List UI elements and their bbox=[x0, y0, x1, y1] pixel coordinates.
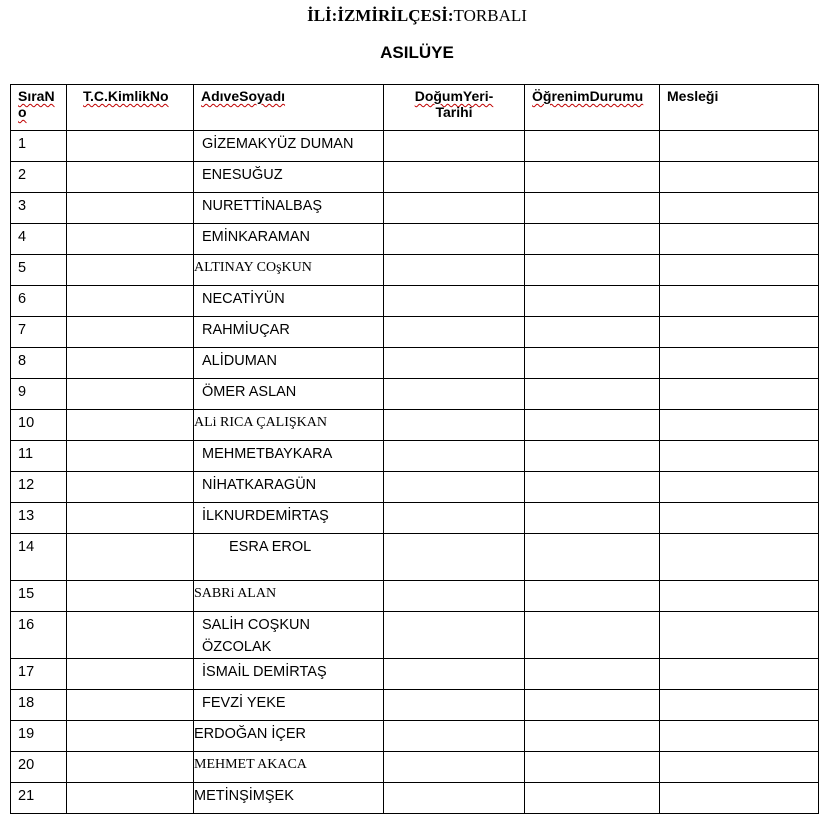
table-row bbox=[11, 193, 819, 224]
cell-sira-no: 15 bbox=[11, 581, 67, 612]
table-row bbox=[11, 441, 819, 472]
cell-dogum-yeri-tarihi bbox=[384, 379, 525, 410]
cell-ogrenim-durumu bbox=[525, 659, 660, 690]
cell-sira-no: 11 bbox=[11, 441, 67, 472]
cell-adi-soyadi: MEHMETBAYKARA bbox=[194, 441, 384, 472]
cell-adi-soyadi: SALİH COŞKUN ÖZCOLAK bbox=[194, 612, 384, 659]
cell-tc-kimlik-no bbox=[67, 472, 194, 503]
cell-tc-kimlik-no bbox=[67, 783, 194, 814]
cell-dogum-yeri-tarihi bbox=[384, 612, 525, 659]
cell-adi-soyadi: ERDOĞAN İÇER bbox=[194, 721, 384, 752]
cell-dogum-yeri-tarihi bbox=[384, 441, 525, 472]
cell-ogrenim-durumu bbox=[525, 131, 660, 162]
cell-adi-soyadi: ENESUĞUZ bbox=[194, 162, 384, 193]
cell-adi-soyadi: NİHATKARAGÜN bbox=[194, 472, 384, 503]
table-row bbox=[11, 783, 819, 814]
cell-tc-kimlik-no bbox=[67, 162, 194, 193]
cell-tc-kimlik-no bbox=[67, 721, 194, 752]
cell-sira-no: 3 bbox=[11, 193, 67, 224]
cell-tc-kimlik-no bbox=[67, 441, 194, 472]
table-row bbox=[11, 255, 819, 286]
cell-sira-no: 13 bbox=[11, 503, 67, 534]
cell-adi-soyadi: FEVZİ YEKE bbox=[194, 690, 384, 721]
cell-adi-soyadi: GİZEMAKYÜZ DUMAN bbox=[194, 131, 384, 162]
cell-meslegi bbox=[660, 379, 819, 410]
table-body bbox=[11, 131, 819, 814]
cell-meslegi bbox=[660, 752, 819, 783]
cell-sira-no: 1 bbox=[11, 131, 67, 162]
cell-sira-no: 8 bbox=[11, 348, 67, 379]
cell-ogrenim-durumu bbox=[525, 193, 660, 224]
cell-meslegi bbox=[660, 472, 819, 503]
cell-tc-kimlik-no bbox=[67, 690, 194, 721]
cell-tc-kimlik-no bbox=[67, 348, 194, 379]
cell-meslegi bbox=[660, 286, 819, 317]
cell-ogrenim-durumu bbox=[525, 612, 660, 659]
cell-ogrenim-durumu bbox=[525, 690, 660, 721]
cell-sira-no: 10 bbox=[11, 410, 67, 441]
cell-meslegi bbox=[660, 255, 819, 286]
cell-adi-soyadi: RAHMİUÇAR bbox=[194, 317, 384, 348]
col-header-meslegi: Mesleği bbox=[660, 85, 819, 131]
cell-ogrenim-durumu bbox=[525, 286, 660, 317]
cell-meslegi bbox=[660, 612, 819, 659]
cell-dogum-yeri-tarihi bbox=[384, 534, 525, 581]
cell-dogum-yeri-tarihi bbox=[384, 224, 525, 255]
table-row bbox=[11, 224, 819, 255]
cell-ogrenim-durumu bbox=[525, 721, 660, 752]
cell-meslegi bbox=[660, 441, 819, 472]
cell-sira-no: 9 bbox=[11, 379, 67, 410]
table-row bbox=[11, 690, 819, 721]
cell-dogum-yeri-tarihi bbox=[384, 472, 525, 503]
cell-ogrenim-durumu bbox=[525, 534, 660, 581]
cell-dogum-yeri-tarihi bbox=[384, 348, 525, 379]
cell-dogum-yeri-tarihi bbox=[384, 193, 525, 224]
cell-dogum-yeri-tarihi bbox=[384, 286, 525, 317]
cell-sira-no: 12 bbox=[11, 472, 67, 503]
cell-dogum-yeri-tarihi bbox=[384, 721, 525, 752]
cell-dogum-yeri-tarihi bbox=[384, 503, 525, 534]
cell-ogrenim-durumu bbox=[525, 379, 660, 410]
cell-dogum-yeri-tarihi bbox=[384, 752, 525, 783]
ilce-value: TORBALI bbox=[453, 6, 527, 25]
cell-meslegi bbox=[660, 317, 819, 348]
cell-sira-no: 16 bbox=[11, 612, 67, 659]
cell-adi-soyadi: ALTINAY COşKUN bbox=[194, 255, 384, 286]
cell-tc-kimlik-no bbox=[67, 659, 194, 690]
cell-tc-kimlik-no bbox=[67, 581, 194, 612]
table-header-row bbox=[11, 85, 819, 131]
table-row bbox=[11, 348, 819, 379]
cell-meslegi bbox=[660, 534, 819, 581]
cell-ogrenim-durumu bbox=[525, 783, 660, 814]
cell-adi-soyadi: ALi RICA ÇALIŞKAN bbox=[194, 410, 384, 441]
cell-ogrenim-durumu bbox=[525, 441, 660, 472]
cell-tc-kimlik-no bbox=[67, 255, 194, 286]
cell-tc-kimlik-no bbox=[67, 379, 194, 410]
cell-sira-no: 6 bbox=[11, 286, 67, 317]
cell-dogum-yeri-tarihi bbox=[384, 581, 525, 612]
cell-meslegi bbox=[660, 783, 819, 814]
cell-dogum-yeri-tarihi bbox=[384, 317, 525, 348]
ilce-label: İLÇESİ: bbox=[390, 6, 454, 25]
table-row bbox=[11, 410, 819, 441]
cell-sira-no: 2 bbox=[11, 162, 67, 193]
col-header-adi-soyadi: AdıveSoyadı bbox=[194, 85, 384, 131]
col-header-tc-kimlik-no: T.C.KimlikNo bbox=[67, 85, 194, 131]
cell-tc-kimlik-no bbox=[67, 410, 194, 441]
cell-meslegi bbox=[660, 503, 819, 534]
cell-adi-soyadi: İLKNURDEMİRTAŞ bbox=[194, 503, 384, 534]
cell-adi-soyadi: ESRA EROL bbox=[194, 534, 384, 581]
cell-meslegi bbox=[660, 721, 819, 752]
table-row bbox=[11, 721, 819, 752]
cell-meslegi bbox=[660, 193, 819, 224]
cell-ogrenim-durumu bbox=[525, 317, 660, 348]
cell-ogrenim-durumu bbox=[525, 581, 660, 612]
cell-sira-no: 18 bbox=[11, 690, 67, 721]
cell-tc-kimlik-no bbox=[67, 224, 194, 255]
cell-adi-soyadi: NECATİYÜN bbox=[194, 286, 384, 317]
cell-tc-kimlik-no bbox=[67, 131, 194, 162]
cell-adi-soyadi: NURETTİNALBAŞ bbox=[194, 193, 384, 224]
cell-adi-soyadi: MEHMET AKACA bbox=[194, 752, 384, 783]
cell-meslegi bbox=[660, 224, 819, 255]
cell-tc-kimlik-no bbox=[67, 193, 194, 224]
table-row bbox=[11, 286, 819, 317]
table-row bbox=[11, 612, 819, 659]
cell-tc-kimlik-no bbox=[67, 286, 194, 317]
cell-adi-soyadi: ÖMER ASLAN bbox=[194, 379, 384, 410]
cell-adi-soyadi: METİNŞİMŞEK bbox=[194, 783, 384, 814]
cell-tc-kimlik-no bbox=[67, 752, 194, 783]
cell-dogum-yeri-tarihi bbox=[384, 131, 525, 162]
col-header-sira-no: SıraN o bbox=[11, 85, 67, 131]
table-row bbox=[11, 162, 819, 193]
table-row bbox=[11, 379, 819, 410]
col-header-dogum-yeri-tarihi: DoğumYeri- Tarihi bbox=[384, 85, 525, 131]
cell-meslegi bbox=[660, 410, 819, 441]
table-row bbox=[11, 503, 819, 534]
cell-sira-no: 4 bbox=[11, 224, 67, 255]
cell-meslegi bbox=[660, 659, 819, 690]
member-table bbox=[10, 84, 819, 814]
cell-dogum-yeri-tarihi bbox=[384, 659, 525, 690]
col-header-ogrenim-durumu: ÖğrenimDurumu bbox=[525, 85, 660, 131]
cell-ogrenim-durumu bbox=[525, 162, 660, 193]
document-title: ASILÜYE bbox=[380, 43, 454, 62]
cell-meslegi bbox=[660, 348, 819, 379]
cell-dogum-yeri-tarihi bbox=[384, 255, 525, 286]
table-row bbox=[11, 534, 819, 581]
location-line bbox=[0, 6, 834, 26]
cell-ogrenim-durumu bbox=[525, 752, 660, 783]
cell-meslegi bbox=[660, 131, 819, 162]
cell-adi-soyadi: EMİNKARAMAN bbox=[194, 224, 384, 255]
cell-ogrenim-durumu bbox=[525, 255, 660, 286]
cell-ogrenim-durumu bbox=[525, 348, 660, 379]
cell-dogum-yeri-tarihi bbox=[384, 690, 525, 721]
cell-sira-no: 5 bbox=[11, 255, 67, 286]
cell-sira-no: 7 bbox=[11, 317, 67, 348]
cell-dogum-yeri-tarihi bbox=[384, 783, 525, 814]
cell-meslegi bbox=[660, 581, 819, 612]
cell-dogum-yeri-tarihi bbox=[384, 162, 525, 193]
table-row bbox=[11, 472, 819, 503]
cell-tc-kimlik-no bbox=[67, 612, 194, 659]
table-row bbox=[11, 659, 819, 690]
table-row bbox=[11, 752, 819, 783]
cell-tc-kimlik-no bbox=[67, 317, 194, 348]
table-row bbox=[11, 317, 819, 348]
cell-ogrenim-durumu bbox=[525, 410, 660, 441]
cell-sira-no: 14 bbox=[11, 534, 67, 581]
cell-adi-soyadi: İSMAİL DEMİRTAŞ bbox=[194, 659, 384, 690]
table-row bbox=[11, 131, 819, 162]
cell-sira-no: 19 bbox=[11, 721, 67, 752]
cell-ogrenim-durumu bbox=[525, 503, 660, 534]
cell-sira-no: 21 bbox=[11, 783, 67, 814]
cell-ogrenim-durumu bbox=[525, 224, 660, 255]
cell-meslegi bbox=[660, 162, 819, 193]
cell-meslegi bbox=[660, 690, 819, 721]
cell-tc-kimlik-no bbox=[67, 534, 194, 581]
cell-adi-soyadi: ALİDUMAN bbox=[194, 348, 384, 379]
cell-sira-no: 17 bbox=[11, 659, 67, 690]
cell-dogum-yeri-tarihi bbox=[384, 410, 525, 441]
il-label: İLİ: bbox=[307, 6, 338, 25]
cell-sira-no: 20 bbox=[11, 752, 67, 783]
table-row bbox=[11, 581, 819, 612]
cell-tc-kimlik-no bbox=[67, 503, 194, 534]
il-value: İZMİR bbox=[337, 6, 391, 25]
cell-ogrenim-durumu bbox=[525, 472, 660, 503]
cell-adi-soyadi: SABRi ALAN bbox=[194, 581, 384, 612]
